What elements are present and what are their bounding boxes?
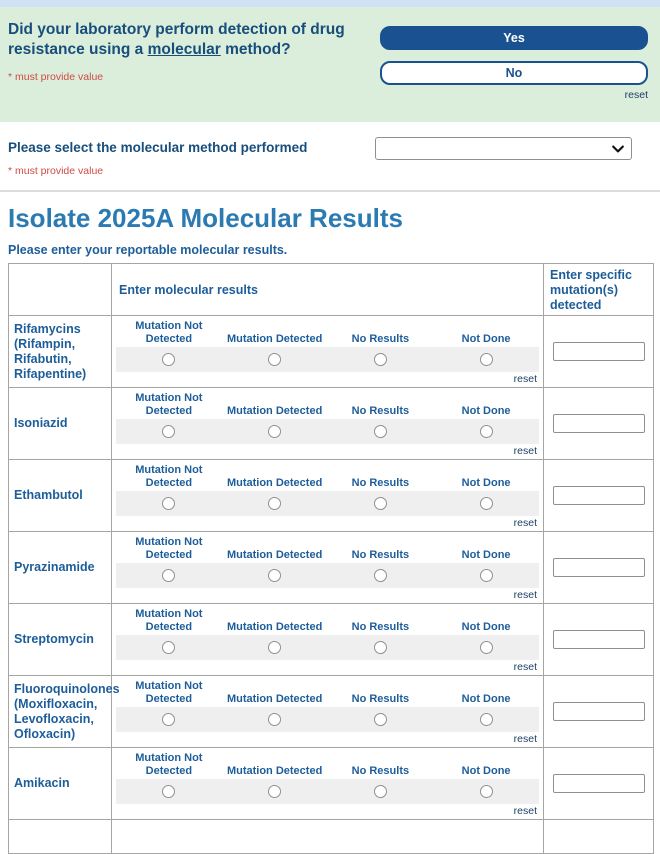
option-label: No Results	[351, 693, 410, 705]
radio-no-results[interactable]	[374, 641, 387, 654]
reset-link[interactable]: reset	[513, 589, 537, 601]
option-label: Mutation Detected	[226, 765, 323, 777]
drug-name: Rifamycins (Rifampin, Rifabutin, Rifapentine)	[9, 316, 112, 388]
option-label: Not Done	[461, 693, 511, 705]
drug-name: Fluoroquinolones (Moxifloxacin, Levofloxacin, Ofloxacin)	[9, 676, 112, 748]
radio-no-results[interactable]	[374, 785, 387, 798]
option-label: Mutation Detected	[226, 405, 323, 417]
drug-name: Pyrazinamide	[9, 532, 112, 604]
required-note: * must provide value	[8, 165, 104, 177]
radio-not-done[interactable]	[480, 497, 493, 510]
option-label: Mutation Not Detected	[135, 680, 203, 705]
option-label: Not Done	[461, 405, 511, 417]
radio-not-done[interactable]	[480, 713, 493, 726]
option-label: Not Done	[461, 333, 511, 345]
option-label: No Results	[351, 477, 410, 489]
option-label: No Results	[351, 765, 410, 777]
radio-no-results[interactable]	[374, 569, 387, 582]
table-row	[9, 460, 654, 532]
table-row-partial	[9, 820, 654, 854]
no-button[interactable]: No	[380, 61, 648, 85]
option-label: Not Done	[461, 765, 511, 777]
option-label: Mutation Not Detected	[135, 392, 203, 417]
option-label: Mutation Detected	[226, 693, 323, 705]
option-label: No Results	[351, 333, 410, 345]
results-column-header: Enter molecular results	[112, 264, 544, 316]
section-divider-strip	[0, 0, 660, 7]
option-label: Mutation Not Detected	[135, 752, 203, 777]
reset-link[interactable]: reset	[513, 661, 537, 673]
radio-mutation-detected[interactable]	[268, 785, 281, 798]
reset-link[interactable]: reset	[513, 373, 537, 385]
molecular-question-section	[0, 7, 660, 122]
radio-mutation-not-detected[interactable]	[162, 497, 175, 510]
yes-button[interactable]: Yes	[380, 26, 648, 50]
radio-mutation-not-detected[interactable]	[162, 569, 175, 582]
empty-header-cell	[9, 264, 112, 316]
table-row	[9, 388, 654, 460]
molecular-link-text: molecular	[147, 41, 221, 58]
option-label: Mutation Not Detected	[135, 608, 203, 633]
option-label: No Results	[351, 405, 410, 417]
option-label: Not Done	[461, 477, 511, 489]
option-label: Not Done	[461, 549, 511, 561]
radio-no-results[interactable]	[374, 353, 387, 366]
radio-mutation-not-detected[interactable]	[162, 425, 175, 438]
option-label: Mutation Not Detected	[135, 536, 203, 561]
reset-link[interactable]: reset	[513, 517, 537, 529]
radio-mutation-detected[interactable]	[268, 641, 281, 654]
radio-mutation-detected[interactable]	[268, 713, 281, 726]
radio-no-results[interactable]	[374, 497, 387, 510]
radio-mutation-not-detected[interactable]	[162, 641, 175, 654]
option-label: No Results	[351, 549, 410, 561]
mutation-input[interactable]	[553, 774, 645, 793]
required-note: * must provide value	[8, 71, 104, 83]
option-label: No Results	[351, 621, 410, 633]
radio-mutation-detected[interactable]	[268, 353, 281, 366]
drug-name: Amikacin	[9, 748, 112, 820]
radio-mutation-not-detected[interactable]	[162, 713, 175, 726]
option-label: Not Done	[461, 621, 511, 633]
mutation-input[interactable]	[553, 414, 645, 433]
option-label: Mutation Detected	[226, 477, 323, 489]
option-label: Mutation Detected	[226, 621, 323, 633]
radio-no-results[interactable]	[374, 713, 387, 726]
table-row	[9, 604, 654, 676]
option-label: Mutation Not Detected	[135, 464, 203, 489]
table-header-row	[9, 264, 654, 316]
molecular-results-table	[8, 263, 654, 854]
mutation-column-header: Enter specific mutation(s) detected	[544, 264, 654, 316]
reset-link[interactable]: reset	[513, 805, 537, 817]
radio-mutation-not-detected[interactable]	[162, 785, 175, 798]
mutation-input[interactable]	[553, 558, 645, 577]
table-row	[9, 676, 654, 748]
drug-name: Ethambutol	[9, 460, 112, 532]
method-question-label: Please select the molecular method performed	[8, 140, 308, 155]
question-text: Did your laboratory perform detection of drug resistance using a molecular method?	[8, 21, 345, 58]
mutation-input[interactable]	[553, 486, 645, 505]
drug-name: Isoniazid	[9, 388, 112, 460]
method-question-row	[0, 122, 660, 160]
option-label: Mutation Detected	[226, 333, 323, 345]
page-title: Isolate 2025A Molecular Results	[8, 203, 403, 233]
reset-link[interactable]: reset	[624, 89, 648, 101]
table-row	[9, 748, 654, 820]
radio-not-done[interactable]	[480, 425, 493, 438]
mutation-input[interactable]	[553, 342, 645, 361]
radio-no-results[interactable]	[374, 425, 387, 438]
radio-not-done[interactable]	[480, 569, 493, 582]
molecular-method-select[interactable]	[375, 137, 632, 160]
radio-not-done[interactable]	[480, 353, 493, 366]
option-label: Mutation Detected	[226, 549, 323, 561]
radio-mutation-detected[interactable]	[268, 497, 281, 510]
option-label: Mutation Not Detected	[135, 320, 203, 345]
mutation-input[interactable]	[553, 702, 645, 721]
reset-link[interactable]: reset	[513, 445, 537, 457]
radio-mutation-detected[interactable]	[268, 425, 281, 438]
section-divider	[0, 190, 660, 192]
radio-not-done[interactable]	[480, 641, 493, 654]
section-subtitle: Please enter your reportable molecular results.	[8, 243, 288, 257]
reset-link[interactable]: reset	[513, 733, 537, 745]
mutation-input[interactable]	[553, 630, 645, 649]
radio-mutation-not-detected[interactable]	[162, 353, 175, 366]
table-row	[9, 532, 654, 604]
table-row	[9, 316, 654, 388]
drug-name: Streptomycin	[9, 604, 112, 676]
radio-mutation-detected[interactable]	[268, 569, 281, 582]
radio-not-done[interactable]	[480, 785, 493, 798]
